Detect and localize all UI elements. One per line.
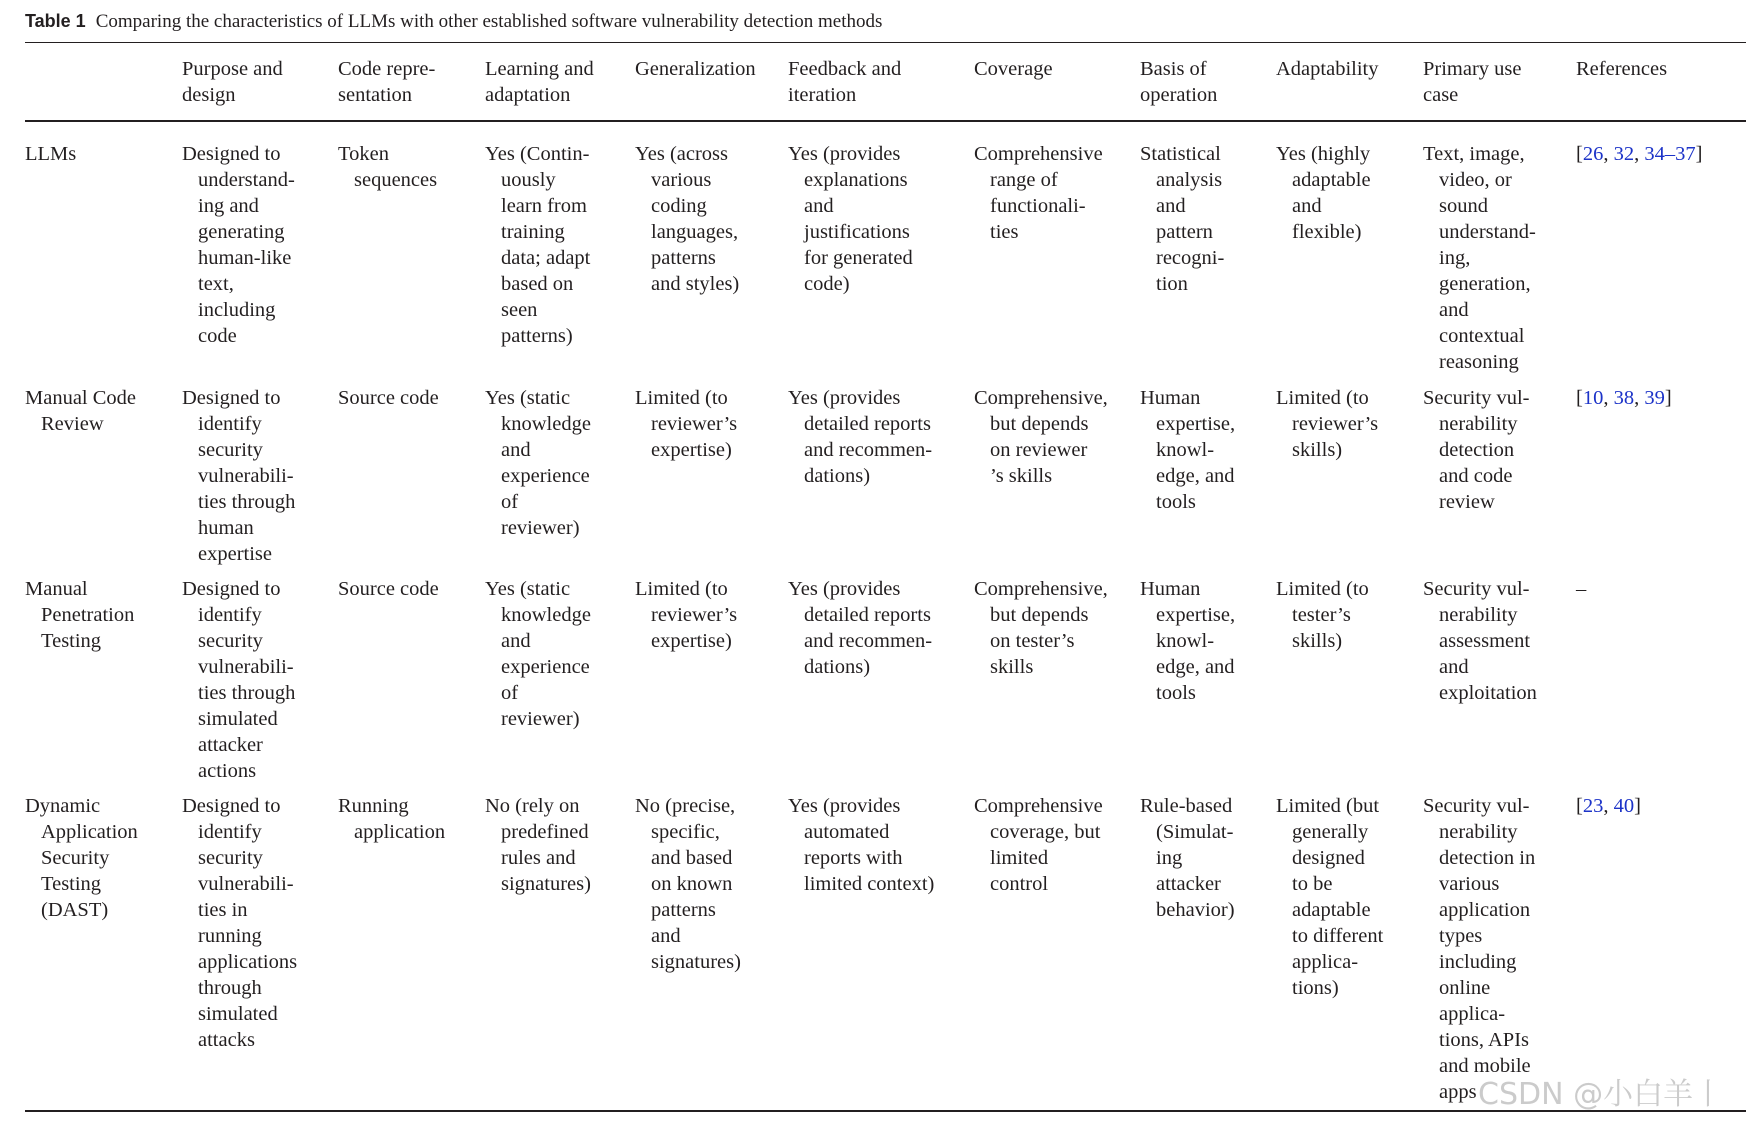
cell-generalization: Yes (across various coding languages, patterns and styles)	[635, 143, 740, 295]
cell-code-representation: Source code	[338, 387, 439, 409]
ref-bracket: ]	[1695, 143, 1703, 165]
header-references: References	[1576, 58, 1668, 80]
cell-basis: Rule-based (Simulat- ing attacker behavior)	[1140, 795, 1235, 921]
ref-bracket: [	[1576, 795, 1583, 817]
header-learning: Learning and adaptation	[485, 58, 594, 106]
cell-references	[1576, 793, 1641, 819]
cell-method: Manual Penetration Testing	[25, 578, 135, 652]
reference-link[interactable]: 38	[1613, 387, 1635, 409]
reference-link[interactable]: 32	[1613, 143, 1635, 165]
reference-link[interactable]: 23	[1582, 795, 1604, 817]
cell-basis: Human expertise, knowl- edge, and tools	[1140, 578, 1236, 704]
table-caption	[25, 8, 882, 35]
table-label: Table 1	[25, 11, 86, 31]
cell-code-representation: Source code	[338, 578, 439, 600]
reference-link[interactable]: 40	[1613, 795, 1635, 817]
ref-bracket: [	[1576, 143, 1583, 165]
ref-separator: ,	[1634, 387, 1645, 409]
cell-adaptability: Yes (highly adaptable and flexible)	[1276, 143, 1371, 243]
cell-basis: Human expertise, knowl- edge, and tools	[1140, 387, 1236, 513]
cell-feedback: Yes (provides explanations and justifications for generated code)	[788, 143, 913, 295]
cell-feedback: Yes (provides detailed reports and recommen- dations)	[788, 387, 933, 487]
cell-coverage: Comprehensive, but depends on reviewer ’s skills	[974, 387, 1108, 487]
cell-feedback: Yes (provides automated reports with limited context)	[788, 795, 935, 895]
header-generalization: Generalization	[635, 58, 756, 80]
header-purpose: Purpose and design	[182, 58, 283, 106]
ref-separator: ,	[1603, 143, 1614, 165]
cell-generalization: Limited (to reviewer’s expertise)	[635, 387, 738, 461]
cell-coverage: Comprehensive coverage, but limited control	[974, 795, 1103, 895]
cell-basis: Statistical analysis and pattern recogni- tion	[1140, 143, 1225, 295]
watermark: CSDN @小白羊丨	[1478, 1077, 1724, 1112]
cell-generalization: Limited (to reviewer’s expertise)	[635, 578, 738, 652]
cell-references	[1576, 141, 1702, 167]
header-primary-use: Primary use case	[1423, 58, 1522, 106]
cell-coverage: Comprehensive, but depends on tester’s skills	[974, 578, 1108, 678]
cell-method: Dynamic Application Security Testing (DAST)	[25, 795, 138, 921]
cell-primary-use: Security vul- nerability detection and code review	[1423, 387, 1530, 513]
ref-bracket: ]	[1664, 387, 1672, 409]
cell-coverage: Comprehensive range of functionali- ties	[974, 143, 1103, 243]
ref-separator: ,	[1603, 387, 1614, 409]
cell-code-representation: Running application	[338, 795, 446, 843]
header-code-representation: Code repre- sentation	[338, 58, 436, 106]
cell-feedback: Yes (provides detailed reports and recommen- dations)	[788, 578, 933, 678]
cell-primary-use: Security vul- nerability assessment and exploitation	[1423, 578, 1537, 704]
cell-purpose: Designed to identify security vulnerabili- ties through simulated attacker actions	[182, 578, 296, 782]
top-rule	[25, 42, 1746, 43]
cell-adaptability: Limited (but generally designed to be adaptable to different applica- tions)	[1276, 795, 1384, 999]
cell-method: Manual Code Review	[25, 387, 137, 435]
cell-learning: No (rely on predefined rules and signatures)	[485, 795, 591, 895]
cell-purpose: Designed to identify security vulnerabili- ties in running applications through simulated attacks	[182, 795, 298, 1051]
cell-purpose: Designed to understand- ing and generating human-like text, including code	[182, 143, 295, 347]
cell-references	[1576, 385, 1672, 411]
cell-adaptability: Limited (to tester’s skills)	[1276, 578, 1369, 652]
cell-adaptability: Limited (to reviewer’s skills)	[1276, 387, 1379, 461]
ref-bracket: ]	[1634, 795, 1641, 817]
header-feedback: Feedback and iteration	[788, 58, 902, 106]
cell-method: LLMs	[25, 143, 77, 165]
ref-separator: ,	[1603, 795, 1614, 817]
cell-learning: Yes (static knowledge and experience of reviewer)	[485, 578, 591, 730]
cell-primary-use: Security vul- nerability detection in various application types including online applica- tions, APIs and mobile apps	[1423, 795, 1536, 1103]
cell-purpose: Designed to identify security vulnerabili- ties through human expertise	[182, 387, 296, 565]
cell-learning: Yes (Contin- uously learn from training data; adapt based on seen patterns)	[485, 143, 591, 347]
cell-primary-use: Text, image, video, or sound understand- ing, generation, and contextual reasoning	[1423, 143, 1536, 373]
reference-link[interactable]: 39	[1644, 387, 1665, 409]
cell-code-representation: Token sequences	[338, 143, 438, 191]
reference-link[interactable]: 10	[1582, 387, 1604, 409]
cell-learning: Yes (static knowledge and experience of reviewer)	[485, 387, 591, 539]
ref-separator: ,	[1634, 143, 1645, 165]
header-adaptability: Adaptability	[1276, 58, 1379, 80]
reference-link[interactable]: 26	[1582, 143, 1604, 165]
header-basis: Basis of operation	[1140, 58, 1218, 106]
cell-references: –	[1576, 578, 1587, 600]
ref-bracket: [	[1576, 387, 1583, 409]
table-caption-text: Comparing the characteristics of LLMs with other established software vulnerability detection methods	[95, 11, 883, 32]
reference-link[interactable]: 34–37	[1644, 143, 1696, 165]
header-coverage: Coverage	[974, 58, 1053, 80]
header-rule	[25, 120, 1746, 122]
cell-generalization: No (precise, specific, and based on known patterns and signatures)	[635, 795, 741, 973]
